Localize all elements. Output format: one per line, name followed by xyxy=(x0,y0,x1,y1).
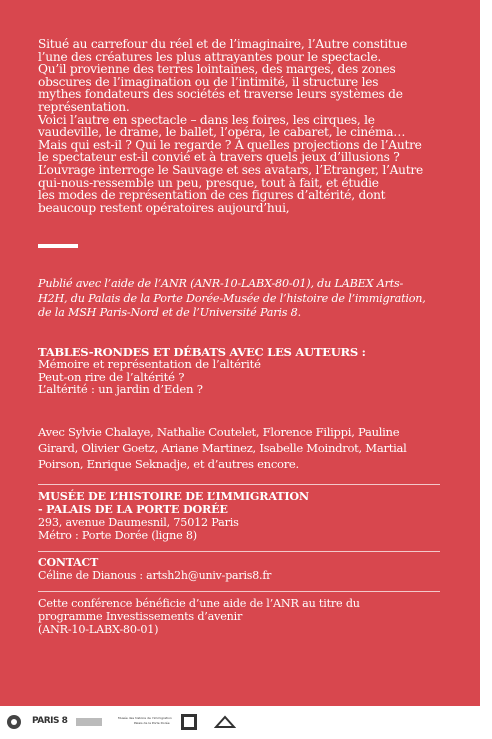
contact-block xyxy=(38,556,440,582)
speakers-list xyxy=(38,424,440,472)
musee-logo-text: Musée des histoire de l’immigration xyxy=(118,716,172,720)
divider xyxy=(38,551,440,552)
intro-line: L’ouvrage interroge le Sauvage et ses avatars, l’Etranger, l’Autre xyxy=(38,162,423,177)
intro-line: les modes de représentation de ces figures d’altérité, dont xyxy=(38,188,386,203)
speakers-line: Avec Sylvie Chalaye, Nathalie Coutelet, Florence Filippi, Pauline xyxy=(38,425,400,439)
published-note xyxy=(38,277,440,321)
msh-logo-icon xyxy=(180,713,198,731)
speakers-line: Girard, Olivier Goetz, Ariane Martinez, Isabelle Moindrot, Martial xyxy=(38,441,407,455)
intro-line: Qu’il provienne des terres lointaines, des marges, des zones xyxy=(38,62,396,77)
intro-line: Voici l’autre en spectacle – dans les foires, les cirques, le xyxy=(38,112,375,127)
intro-line: Situé au carrefour du réel et de l’imaginaire, l’Autre constitue xyxy=(38,37,408,51)
funding-line: Cette conférence bénéficie d’une aide de l’ANR au titre du xyxy=(38,597,360,610)
speakers-line: Poirson, Enrique Seknadje, et d’autres encore. xyxy=(38,457,299,471)
intro-line: l’une des créatures les plus attrayantes pour le spectacle. xyxy=(38,49,382,64)
paris8-logo-text: PARIS 8 xyxy=(32,716,68,726)
round-table-item: L’altérité : un jardin d’Eden ? xyxy=(38,382,203,397)
divider xyxy=(38,484,440,485)
published-line: H2H, du Palais de la Porte Dorée-Musée de l’histoire de l’immigration, xyxy=(38,291,426,305)
venue-block xyxy=(38,490,440,542)
intro-line: beaucoup restent opératoires aujourd’hui, xyxy=(38,200,290,215)
venue-metro: Métro : Porte Dorée (ligne 8) xyxy=(38,529,197,542)
round-table-item: Mémoire et représentation de l’altérité xyxy=(38,357,261,372)
venue-name-sub: - PALAIS DE LA PORTE DORÉE xyxy=(38,502,228,516)
intro-line: Mais qui est-il ? Qui le regarde ? À quelles projections de l’Autre xyxy=(38,137,422,152)
partner-bar-icon xyxy=(76,718,102,726)
intro-paragraph xyxy=(38,38,440,214)
funding-line: (ANR-10-LABX-80-01) xyxy=(38,623,159,636)
paris8-logo xyxy=(32,712,66,732)
musee-logo xyxy=(118,712,182,732)
credits-vertical xyxy=(482,500,490,700)
palais-logo-text: Palais de la Porte Dorée xyxy=(134,721,170,725)
divider xyxy=(38,591,440,592)
round-tables-section xyxy=(38,346,440,396)
partner-logos xyxy=(0,712,480,736)
intro-line: qui-nous-ressemble un peu, presque, tout à fait, et étudie xyxy=(38,175,379,190)
anr-logo-icon xyxy=(214,714,236,730)
intro-line: vaudeville, le drame, le ballet, l’opéra, le cabaret, le cinéma… xyxy=(38,125,406,140)
intro-line: mythes fondateurs des sociétés et traverse leurs systèmes de xyxy=(38,87,403,102)
intro-line: représentation. xyxy=(38,99,130,114)
intro-line: obscures de l’imagination ou de l’intimité, il structure les xyxy=(38,74,379,89)
venue-name: MUSÉE DE L’HISTOIRE DE L’IMMIGRATION xyxy=(38,489,309,503)
contact-heading: CONTACT xyxy=(38,556,99,569)
labex-logo-icon xyxy=(6,714,22,730)
contact-line: Céline de Dianous : artsh2h@univ-paris8.fr xyxy=(38,569,272,582)
venue-address: 293, avenue Daumesnil, 75012 Paris xyxy=(38,516,239,529)
section-dash xyxy=(38,244,78,248)
published-line: Publié avec l’aide de l’ANR (ANR-10-LABX-80-01), du LABEX Arts- xyxy=(38,277,404,290)
funding-note xyxy=(38,597,440,636)
round-table-item: Peut-on rire de l’altérité ? xyxy=(38,369,185,384)
intro-line: le spectateur est-il convié et à travers quels jeux d’illusions ? xyxy=(38,150,400,165)
published-line: de la MSH Paris-Nord et de l’Université Paris 8. xyxy=(38,306,301,320)
round-tables-heading: TABLES-RONDES ET DÉBATS AVEC LES AUTEURS : xyxy=(38,345,366,359)
funding-line: programme Investissements d’avenir xyxy=(38,610,243,623)
